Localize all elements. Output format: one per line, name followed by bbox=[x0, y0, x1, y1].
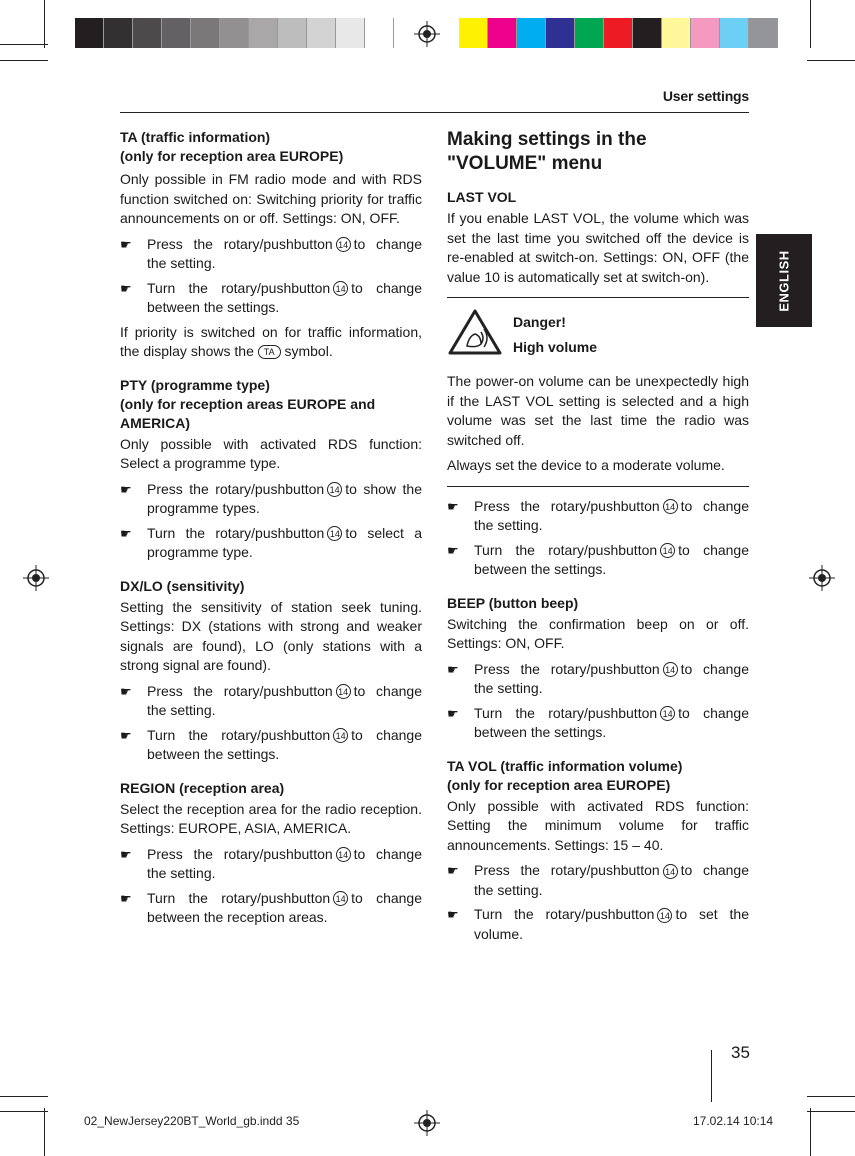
color-swatch bbox=[662, 18, 691, 48]
crop-mark bbox=[807, 60, 855, 61]
button-number-badge: 14 bbox=[333, 281, 348, 296]
danger-warning bbox=[447, 308, 749, 360]
button-number-badge: 14 bbox=[327, 526, 342, 541]
registration-mark-icon bbox=[23, 565, 49, 591]
pointing-hand-icon: ☛ bbox=[447, 498, 459, 514]
crop-mark bbox=[0, 60, 48, 61]
section-title: PTY (programme type) bbox=[120, 376, 270, 393]
pointing-hand-icon: ☛ bbox=[447, 542, 459, 558]
section-title: TA VOL (traffic information volume) bbox=[447, 757, 683, 774]
color-swatch bbox=[633, 18, 662, 48]
gray-swatch bbox=[162, 18, 191, 48]
instruction-step: ☛ Turn the rotary/pushbutton 14 to set the volume. bbox=[447, 906, 749, 942]
pointing-hand-icon: ☛ bbox=[447, 907, 459, 922]
button-number-badge: 14 bbox=[336, 847, 351, 862]
button-number-badge: 14 bbox=[660, 543, 675, 558]
instruction-step: ☛ Press the rotary/pushbutton 14 to change the setting. bbox=[120, 682, 422, 718]
crop-mark bbox=[807, 1111, 855, 1112]
left-column bbox=[120, 128, 422, 933]
section-title: LAST VOL bbox=[447, 189, 517, 205]
crop-mark bbox=[44, 0, 45, 48]
instruction-step: ☛ Press the rotary/pushbutton 14 to change the setting. bbox=[120, 845, 422, 881]
ta-symbol-icon: TA bbox=[258, 345, 281, 359]
gray-swatch bbox=[104, 18, 133, 48]
section-title: REGION (reception area) bbox=[120, 779, 285, 796]
gray-swatch bbox=[336, 18, 365, 48]
pointing-hand-icon: ☛ bbox=[447, 661, 459, 677]
footer-filename: 02_NewJersey220BT_World_gb.indd 35 bbox=[84, 1114, 300, 1128]
pointing-hand-icon: ☛ bbox=[120, 481, 132, 497]
gray-swatch bbox=[307, 18, 336, 48]
danger-body: The power-on volume can be unexpectedly high if the LAST VOL setting is selected and a high volume was set the last time the radio was switched off. bbox=[447, 373, 749, 448]
crop-mark bbox=[0, 44, 48, 45]
section-body: Only possible with activated RDS function: Select a programme type. bbox=[120, 435, 422, 471]
section-body: Only possible in FM radio mode and with RDS function switched on: Switching priority for traffic announcements on or off. Settings: ON, OFF. bbox=[120, 171, 422, 226]
gray-swatch bbox=[75, 18, 104, 48]
page-section-heading: Making settings in the "VOLUME" menu bbox=[447, 129, 647, 174]
color-swatch bbox=[575, 18, 604, 48]
section-subtitle: (only for reception area EUROPE) bbox=[120, 148, 344, 164]
section-subtitle: (only for reception areas EUROPE and AMERICA) bbox=[120, 395, 376, 431]
button-number-badge: 14 bbox=[333, 891, 348, 906]
section-subtitle: (only for reception area EUROPE) bbox=[447, 776, 671, 793]
crop-mark bbox=[44, 1108, 45, 1156]
color-swatch bbox=[459, 18, 488, 48]
pointing-hand-icon: ☛ bbox=[447, 863, 459, 878]
crop-mark bbox=[0, 1111, 48, 1112]
language-tab-label: ENGLISH bbox=[776, 249, 792, 312]
registration-mark-icon bbox=[414, 21, 440, 47]
registration-mark-icon bbox=[809, 565, 835, 591]
instruction-step: ☛ Turn the rotary/pushbutton 14 to change between the settings. bbox=[120, 279, 422, 315]
language-tab bbox=[756, 234, 812, 327]
color-swatch bbox=[604, 18, 633, 48]
button-number-badge: 14 bbox=[336, 684, 351, 699]
page-number-rule bbox=[711, 1050, 712, 1102]
section-body: Select the reception area for the radio reception. Settings: EUROPE, ASIA, AMERICA. bbox=[120, 800, 422, 836]
header-divider bbox=[120, 112, 749, 113]
page-header-title: User settings bbox=[662, 88, 749, 104]
footer-timestamp: 17.02.14 10:14 bbox=[693, 1114, 774, 1128]
gray-swatch bbox=[191, 18, 220, 48]
page-number: 35 bbox=[731, 1043, 750, 1062]
section-body: Only possible with activated RDS function: Setting the minimum volume for traffic announcements. Settings: 15 – 40. bbox=[447, 797, 749, 853]
instruction-step: ☛ Turn the rotary/pushbutton 14 to change between the settings. bbox=[447, 704, 749, 740]
section-title: TA (traffic information) bbox=[120, 129, 271, 145]
instruction-step: ☛ Turn the rotary/pushbutton 14 to change between the settings. bbox=[120, 726, 422, 762]
color-swatch bbox=[749, 18, 778, 48]
button-number-badge: 14 bbox=[663, 662, 678, 677]
color-swatch bbox=[720, 18, 749, 48]
section-title: DX/LO (sensitivity) bbox=[120, 577, 245, 594]
pointing-hand-icon: ☛ bbox=[447, 705, 459, 721]
section-body: Setting the sensitivity of station seek tuning. Settings: DX (stations with strong and weaker signals are found), LO (only stations with a strong signal are found). bbox=[120, 598, 422, 673]
color-swatch bbox=[691, 18, 720, 48]
button-number-badge: 14 bbox=[333, 728, 348, 743]
grayscale-calibration-bar bbox=[75, 18, 394, 48]
crop-mark bbox=[807, 1096, 855, 1097]
registration-mark-icon bbox=[414, 1110, 440, 1136]
instruction-step: ☛ Press the rotary/pushbutton 14 to change the setting. bbox=[447, 660, 749, 696]
color-calibration-bar bbox=[459, 18, 778, 48]
instruction-step: ☛ Turn the rotary/pushbutton 14 to select a programme type. bbox=[120, 524, 422, 560]
pointing-hand-icon: ☛ bbox=[120, 525, 132, 541]
divider bbox=[447, 486, 749, 487]
gray-swatch bbox=[133, 18, 162, 48]
crop-mark bbox=[0, 1096, 48, 1097]
danger-subtitle: High volume bbox=[513, 339, 598, 355]
crop-mark bbox=[810, 1108, 811, 1156]
instruction-step: ☛ Turn the rotary/pushbutton 14 to change between the reception areas. bbox=[120, 889, 422, 925]
section-title: BEEP (button beep) bbox=[447, 594, 579, 611]
color-swatch bbox=[517, 18, 546, 48]
crop-mark bbox=[810, 0, 811, 48]
pointing-hand-icon: ☛ bbox=[120, 683, 132, 699]
instruction-step: ☛ Press the rotary/pushbutton 14 to change the setting. bbox=[447, 497, 749, 533]
gray-swatch bbox=[365, 18, 394, 48]
pointing-hand-icon: ☛ bbox=[120, 727, 132, 743]
pointing-hand-icon: ☛ bbox=[120, 890, 132, 906]
instruction-step: ☛ Turn the rotary/pushbutton 14 to change between the settings. bbox=[447, 541, 749, 577]
color-swatch bbox=[546, 18, 575, 48]
gray-swatch bbox=[220, 18, 249, 48]
warning-triangle-icon bbox=[447, 308, 503, 356]
color-swatch bbox=[488, 18, 517, 48]
button-number-badge: 14 bbox=[327, 482, 342, 497]
right-column bbox=[447, 128, 749, 949]
instruction-step: ☛ Press the rotary/pushbutton 14 to change the setting. bbox=[120, 235, 422, 271]
gray-swatch bbox=[249, 18, 278, 48]
divider bbox=[447, 297, 749, 298]
gray-swatch bbox=[278, 18, 307, 48]
button-number-badge: 14 bbox=[657, 908, 672, 923]
button-number-badge: 14 bbox=[336, 237, 351, 252]
button-number-badge: 14 bbox=[663, 499, 678, 514]
section-body: Switching the confirmation beep on or off. Settings: ON, OFF. bbox=[447, 615, 749, 651]
instruction-step: ☛ Press the rotary/pushbutton 14 to change the setting. bbox=[447, 862, 749, 898]
button-number-badge: 14 bbox=[663, 864, 678, 879]
button-number-badge: 14 bbox=[660, 706, 675, 721]
pointing-hand-icon: ☛ bbox=[120, 236, 132, 252]
ta-note: If priority is switched on for traffic information, the display shows the TA symbol. bbox=[120, 323, 422, 359]
section-body: If you enable LAST VOL, the volume which was set the last time you switched off the device is re-enabled at switch-on. Settings: ON, OFF (the value 10 is automatically set at switch-on). bbox=[447, 210, 749, 285]
pointing-hand-icon: ☛ bbox=[120, 846, 132, 862]
pointing-hand-icon: ☛ bbox=[120, 280, 132, 296]
danger-title: Danger! bbox=[513, 314, 566, 330]
instruction-step: ☛ Press the rotary/pushbutton 14 to show the programme types. bbox=[120, 480, 422, 516]
danger-advice: Always set the device to a moderate volume. bbox=[447, 457, 725, 473]
